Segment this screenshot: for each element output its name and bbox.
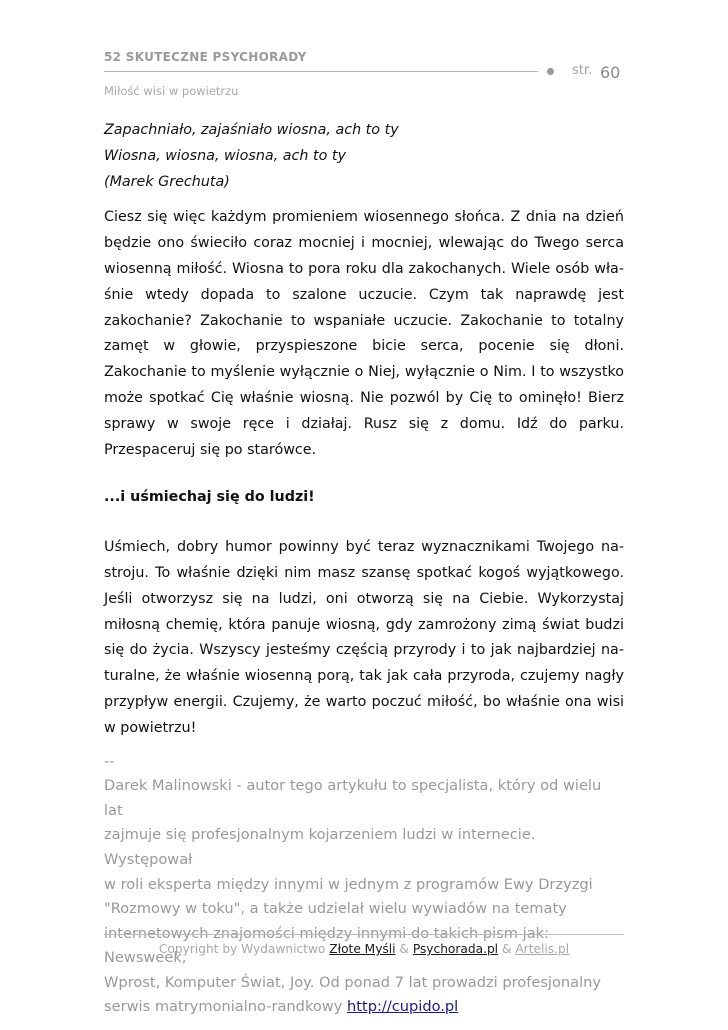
epigraph-author: (Marek Grechuta) bbox=[104, 173, 230, 190]
section-heading: ...i uśmiechaj się do ludzi! bbox=[104, 489, 315, 506]
bio-line: Darek Malinowski - autor tego artykułu to specjalista, który od wielu lat bbox=[104, 777, 602, 819]
page-label: str. bbox=[572, 63, 593, 78]
bio-line bbox=[104, 995, 624, 1020]
article-content bbox=[104, 118, 624, 1020]
paragraph: Uśmiech, dobry humor powinny być teraz wyznacznikami Twojego nastroju. To właśnie dzięki nim masz szansę spotkać kogoś wyjątkowego. Jeśli otworzysz się na ludzi, oni otworzą się na Ciebie. Wykorzystaj miłosną chemię, która panuje wiosną, gdy zamrożony zimą świat budzi się do życia. Wszyscy jesteśmy częścią przyrody i to jak najbardziej naturalne, że właśnie wiosenną porą, tak jak cała przyroda, czujemy nagły przypływ energii. Czujemy, że warto poczuć miłość, bo właśnie ona wisi w powietrzu! bbox=[104, 539, 624, 736]
epigraph bbox=[104, 118, 624, 195]
author-bio bbox=[104, 750, 624, 1021]
bio-line: "Rozmowy w toku", a także udzielał wielu wywiadów na tematy bbox=[104, 900, 567, 918]
footer-rule bbox=[104, 934, 624, 935]
bio-line-text: serwis matrymonialno-randkowy bbox=[104, 998, 348, 1016]
footer-ampersand: & bbox=[498, 942, 516, 956]
paragraph: Ciesz się więc każdym promieniem wiosennego słońca. Z dnia na dzień będzie ono świeciło coraz mocniej i mocniej, wlewając do Twego serca wiosenną miłość. Wiosna to pora roku dla zakochanych. Wiele osób właśnie wtedy dopada to szalone uczucie. Czym tak naprawdę jest zakochanie? Zakochanie to wspaniałe uczucie. Zakochanie to totalny zamęt w głowie, przyspieszone bicie serca, pocenie się dłoni. Zakochanie to myślenie wyłącznie o Niej, wyłącznie o Nim. I to wszystko może spotkać Cię właśnie wiosną. Nie pozwól by Cię to ominęło! Bierz sprawy w swoje ręce i działaj. Rusz się z domu. Idź do parku. Przespaceruj się po starówce. bbox=[104, 209, 624, 458]
psychorada-link[interactable]: Psychorada.pl bbox=[412, 942, 499, 956]
header-rule bbox=[104, 71, 538, 72]
header-title: 52 SKUTECZNE PSYCHORADY bbox=[104, 50, 307, 64]
bio-line: zajmuje się profesjonalnym kojarzeniem ludzi w internecie. Występował bbox=[104, 826, 536, 868]
page-number: 60 bbox=[600, 63, 621, 82]
bio-separator: -- bbox=[104, 752, 115, 770]
bio-line: Wprost, Komputer Świat, Joy. Od ponad 7 lat prowadzi profesjonalny bbox=[104, 973, 602, 991]
footer bbox=[104, 942, 624, 956]
zlote-mysli-link[interactable]: Złote Myśli bbox=[329, 942, 396, 956]
header-dot-icon bbox=[547, 68, 554, 75]
epigraph-line: Wiosna, wiosna, wiosna, ach to ty bbox=[104, 147, 346, 164]
footer-copyright: Copyright by Wydawnictwo bbox=[158, 942, 330, 956]
cupido-link[interactable]: http://cupido.pl bbox=[347, 998, 459, 1016]
artelis-link[interactable]: Artelis.pl bbox=[515, 942, 570, 956]
epigraph-line: Zapachniało, zajaśniało wiosna, ach to ty bbox=[104, 122, 399, 138]
bio-line: internetowych znajomości między innymi do takich pism jak: Newsweek, bbox=[104, 924, 550, 967]
bio-line: w roli eksperta między innymi w jednym z programów Ewy Drzyzgi bbox=[104, 875, 593, 893]
header-subtitle: Miłość wisi w powietrzu bbox=[104, 84, 239, 98]
footer-ampersand: & bbox=[395, 942, 413, 956]
